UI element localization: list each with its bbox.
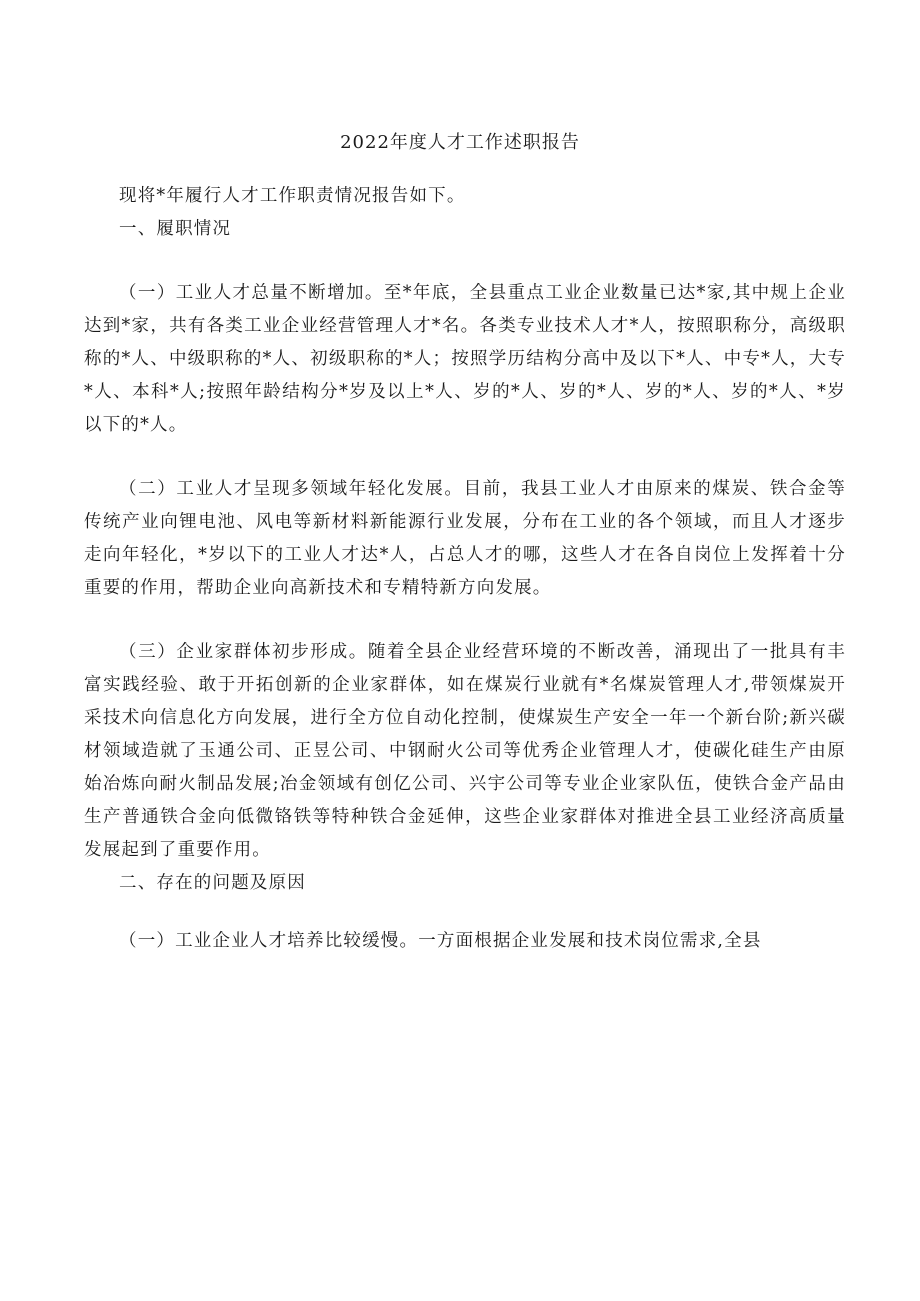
paragraph-2-1: （一）工业企业人才培养比较缓慢。一方面根据企业发展和技术岗位需求,全县 xyxy=(119,931,762,951)
section-heading-1: 一、履职情况 xyxy=(119,219,232,239)
document-title: 2022年度人才工作述职报告 xyxy=(340,132,580,153)
section-heading-2: 二、存在的问题及原因 xyxy=(119,873,306,893)
paragraph-1-2: （二）工业人才呈现多领域年轻化发展。目前，我县工业人才由原来的煤炭、铁合金等传统产业向锂电池、风电等新材料新能源行业发展，分布在工业的各个领域，而且人才逐步走向年轻化，*岁以下的工业人才达*人，占总人才的哪，这些人才在各自岗位上发挥着十分重要的作用，帮助企业向高新技术和专精特新方向发展。 xyxy=(84,479,846,598)
document-body xyxy=(84,180,846,958)
intro-paragraph: 现将*年履行人才工作职责情况报告如下。 xyxy=(119,186,466,206)
paragraph-1-1: （一）工业人才总量不断增加。至*年底，全县重点工业企业数量已达*家,其中规上企业达到*家，共有各类工业企业经营管理人才*名。各类专业技术人才*人，按照职称分，高级职称的*人、中级职称的*人、初级职称的*人；按照学历结构分高中及以下*人、中专*人，大专*人、本科*人;按照年龄结构分*岁及以上*人、岁的*人、岁的*人、岁的*人、岁的*人、*岁以下的*人。 xyxy=(84,283,846,435)
paragraph-1-3: （三）企业家群体初步形成。随着全县企业经营环境的不断改善，涌现出了一批具有丰富实践经验、敢于开拓创新的企业家群体，如在煤炭行业就有*名煤炭管理人才,带领煤炭开采技术向信息化方向发展，进行全方位自动化控制，使煤炭生产安全一年一个新台阶;新兴碳材领域造就了玉通公司、正昱公司、中钢耐火公司等优秀企业管理人才，使碳化硅生产由原始冶炼向耐火制品发展;冶金领域有创亿公司、兴宇公司等专业企业家队伍，使铁合金产品由生产普通铁合金向低微铬铁等特种铁合金延伸，这些企业家群体对推进全县工业经济高质量发展起到了重要作用。 xyxy=(84,642,846,860)
